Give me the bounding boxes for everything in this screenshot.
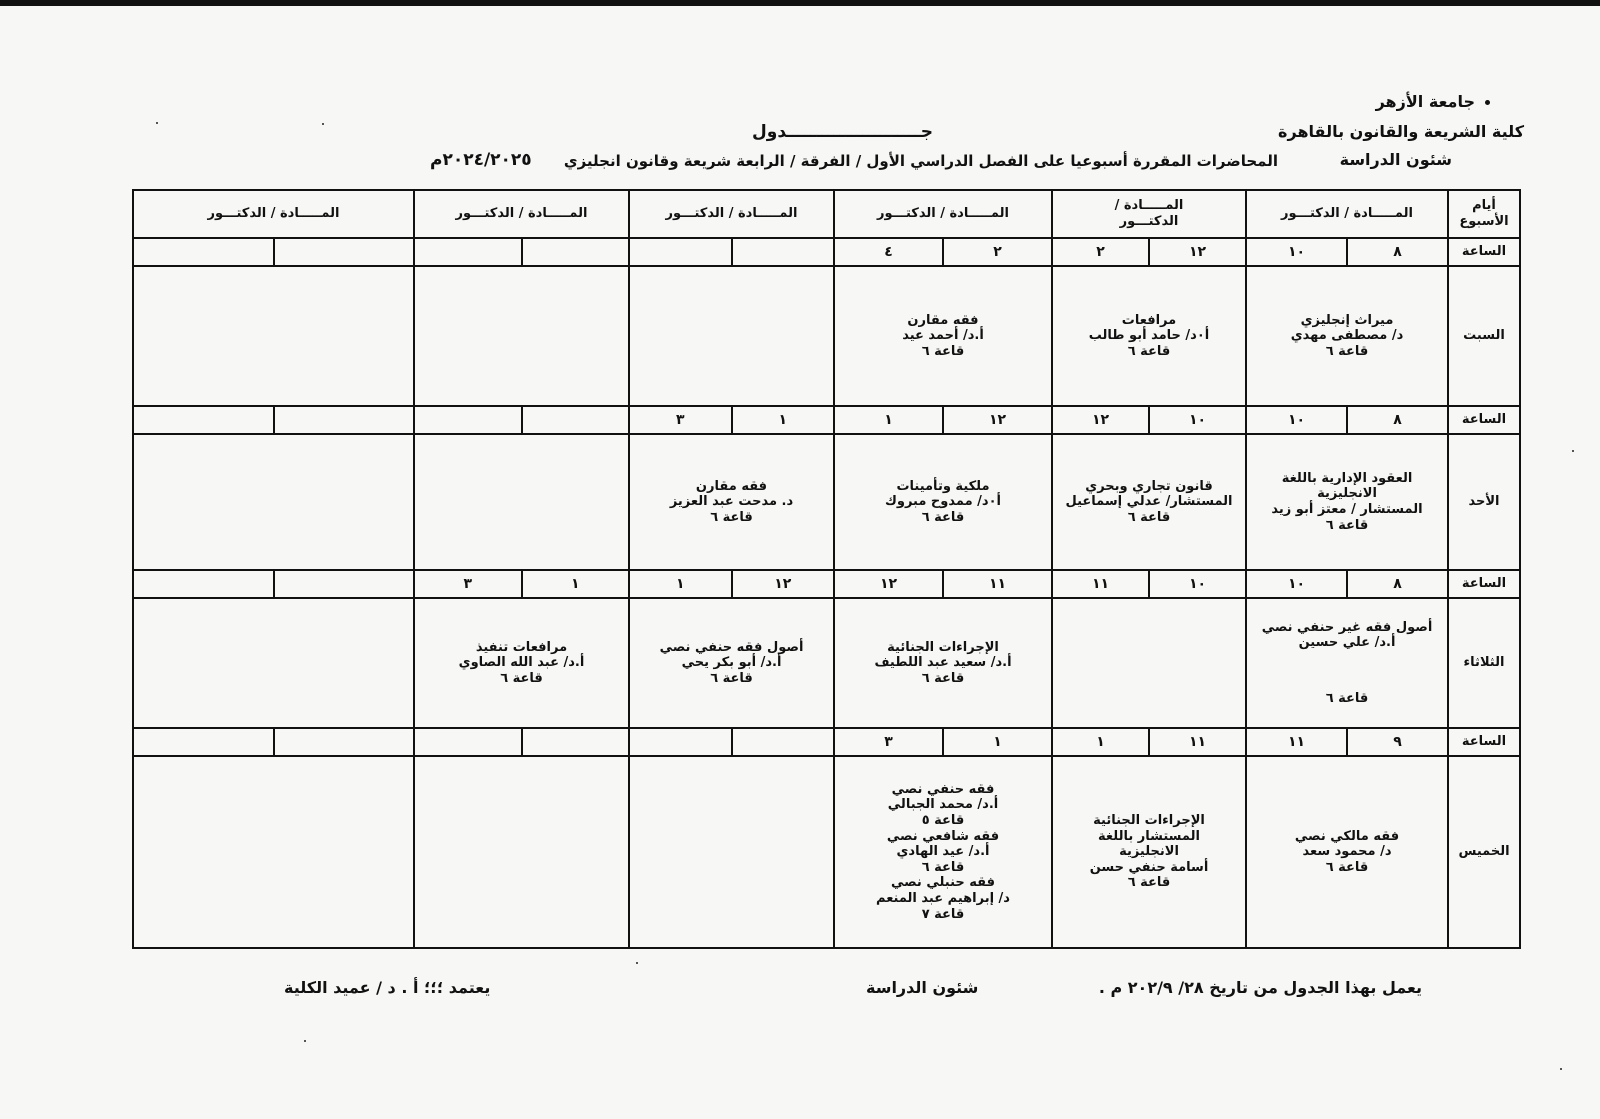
column-header: المـــــادة / الدكتـــور	[629, 190, 834, 238]
lecture-cell	[1052, 598, 1246, 728]
hour-end	[134, 239, 275, 265]
hour-end: ١٢	[835, 571, 944, 597]
hour-start	[275, 239, 414, 265]
lecture-line: فقه حنفي نصي	[891, 781, 995, 797]
lecture-cell	[1246, 434, 1448, 570]
hours-row	[133, 406, 1520, 434]
day-row	[133, 434, 1520, 570]
lecture-cell	[834, 756, 1052, 948]
hour-label: الساعة	[1448, 728, 1520, 756]
lecture-cell	[834, 598, 1052, 728]
hour-slot	[1052, 570, 1246, 598]
lecture-line: قاعة ٦	[710, 509, 753, 525]
faculty-name: كلية الشريعة والقانون بالقاهرة	[1278, 122, 1524, 141]
hour-end	[630, 239, 733, 265]
column-header: المـــــادة / الدكتـــور	[133, 190, 414, 238]
hour-end	[134, 571, 275, 597]
affairs-signature: شئون الدراسة	[866, 978, 979, 997]
day-name: الثلاثاء	[1448, 598, 1520, 728]
column-header: المـــــادة / الدكتـــور	[414, 190, 629, 238]
hour-slot	[1052, 406, 1246, 434]
lecture-line: قاعة ٦	[1325, 517, 1369, 533]
lecture-cell	[834, 434, 1052, 570]
schedule-subtitle: المحاضرات المقررة أسبوعيا على الفصل الدراسي الأول / الفرقة / الرابعة شريعة وقانون انجليزي	[563, 152, 1278, 170]
lecture-line: قاعة ٦	[710, 670, 753, 686]
hour-slot	[834, 570, 1052, 598]
hour-pair	[134, 729, 413, 755]
lecture-line: قاعة ٦	[500, 670, 543, 686]
hour-end: ٤	[835, 239, 944, 265]
hour-slot	[834, 406, 1052, 434]
lecture-cell	[1052, 266, 1246, 406]
hour-start	[733, 729, 834, 755]
lecture-cell	[133, 266, 414, 406]
lecture-line: د/ مصطفى مهدي	[1290, 328, 1404, 344]
hour-end	[134, 407, 275, 433]
hour-start: ١	[778, 411, 788, 428]
column-header-part: الدكتـــور	[1119, 214, 1179, 229]
lecture-line: أ٠د/ ممدوح مبروك	[884, 494, 1002, 510]
hour-label: الساعة	[1448, 406, 1520, 434]
hour-end: ١١	[1247, 729, 1348, 755]
hour-start: ١٢	[988, 411, 1007, 428]
hour-slot	[133, 570, 414, 598]
lecture-line: فقه مقارن	[695, 478, 768, 494]
hour-slot	[1246, 570, 1448, 598]
lecture-line: قاعة ٥	[921, 813, 965, 829]
hour-slot	[834, 728, 1052, 756]
lecture-line: الإجراءات الجنائية	[1093, 813, 1205, 829]
hour-pair	[630, 729, 833, 755]
hour-pair	[134, 571, 413, 597]
hour-pair	[415, 571, 628, 597]
hour-end: ١٢	[1053, 407, 1150, 433]
lecture-cell	[1052, 756, 1246, 948]
lecture-cell	[1246, 756, 1448, 948]
lecture-line	[1247, 651, 1447, 691]
hour-start: ١٢	[774, 575, 792, 592]
lecture-cell	[414, 598, 629, 728]
scan-speck	[1572, 450, 1574, 452]
day-name: الخميس	[1448, 756, 1520, 948]
hour-start: ١	[570, 575, 580, 592]
hour-end: ٣	[835, 729, 944, 755]
hour-start	[523, 239, 629, 265]
lecture-line: الإجراءات الجنائية	[887, 639, 999, 655]
lecture-line: ميراث إنجليزي	[1300, 312, 1394, 328]
hour-end: ١	[630, 571, 733, 597]
lecture-line: أسامة حنفي حسن	[1089, 859, 1209, 875]
lecture-line: قاعة ٦	[921, 343, 965, 359]
lecture-line: أصول فقه غير حنفي نصي	[1261, 619, 1433, 635]
days-header: أيام الأسبوع	[1448, 190, 1520, 238]
lecture-cell	[629, 266, 834, 406]
lecture-line: أ٠د/ حامد أبو طالب	[1088, 328, 1210, 344]
hour-pair	[630, 239, 833, 265]
hour-slot	[414, 406, 629, 434]
affairs-label: شئون الدراسة	[1339, 150, 1452, 169]
lecture-line: المستشار باللغة	[1098, 828, 1200, 844]
hour-slot	[629, 728, 834, 756]
day-row	[133, 756, 1520, 948]
hour-pair	[1247, 571, 1447, 597]
hour-end: ٣	[630, 407, 733, 433]
hour-pair	[415, 407, 628, 433]
hour-start: ٨	[1393, 243, 1402, 260]
scan-speck	[304, 1040, 306, 1042]
hour-start: ٨	[1393, 411, 1402, 428]
hour-pair	[134, 407, 413, 433]
schedule-table	[132, 189, 1521, 949]
scan-speck	[1560, 1068, 1562, 1070]
lecture-line: ملكية وتأمينات	[896, 478, 990, 494]
column-header: المـــــادة / الدكتـــور	[834, 190, 1052, 238]
lecture-cell	[133, 756, 414, 948]
hour-start	[523, 407, 629, 433]
hour-end	[134, 729, 275, 755]
hours-row	[133, 728, 1520, 756]
page-title: جـــــــــــــــــــــــدول	[752, 122, 934, 142]
lecture-line: قاعة ٦	[1127, 509, 1171, 525]
hour-end	[630, 729, 733, 755]
hour-start: ١٢	[1188, 243, 1207, 260]
hour-pair	[630, 571, 833, 597]
hour-start: ١١	[988, 575, 1007, 592]
hour-end: ١	[1053, 729, 1150, 755]
lecture-line: أ.د/ عبد الله الصاوي	[458, 655, 585, 671]
hour-pair	[1053, 239, 1245, 265]
hour-slot	[1246, 728, 1448, 756]
lecture-line: قاعة ٦	[921, 670, 965, 686]
day-name: الأحد	[1448, 434, 1520, 570]
hour-label: الساعة	[1448, 570, 1520, 598]
lecture-line: قاعة ٦	[921, 859, 965, 875]
university-line	[1376, 92, 1490, 111]
hour-pair	[415, 729, 628, 755]
hour-start: ١١	[1188, 733, 1207, 750]
lecture-cell	[414, 434, 629, 570]
hour-slot	[133, 406, 414, 434]
hour-slot	[629, 238, 834, 266]
hour-slot	[834, 238, 1052, 266]
hour-pair	[1247, 239, 1447, 265]
column-header: المـــــادة / الدكتـــور	[1246, 190, 1448, 238]
lecture-line: أ.د/ أحمد عيد	[902, 328, 984, 344]
lecture-cell	[414, 266, 629, 406]
day-row	[133, 266, 1520, 406]
lecture-line: الانجليزية	[1317, 486, 1377, 502]
column-header	[1052, 190, 1246, 238]
hour-slot	[629, 406, 834, 434]
effective-date: يعمل بهذا الجدول من تاريخ ٢٨/ ٢٠٢/٩ م .	[1098, 978, 1422, 997]
lecture-line: المستشار / معتز أبو زيد	[1271, 502, 1423, 517]
hour-start: ١	[993, 733, 1002, 750]
lecture-cell	[1246, 266, 1448, 406]
hour-pair	[1053, 729, 1245, 755]
hour-end	[415, 239, 523, 265]
hours-row	[133, 238, 1520, 266]
hour-start	[275, 407, 414, 433]
hour-slot	[133, 238, 414, 266]
hour-pair	[630, 407, 833, 433]
lecture-line: قاعة ٧	[921, 906, 965, 922]
column-header-part: المـــــادة /	[1114, 198, 1184, 214]
hour-pair	[1053, 571, 1245, 597]
lecture-cell	[834, 266, 1052, 406]
lecture-cell	[133, 434, 414, 570]
bullet-icon	[1485, 100, 1490, 105]
lecture-line: فقه مالكي نصي	[1294, 828, 1400, 844]
lecture-line: مرافعات	[1121, 312, 1177, 328]
hour-end: ١٠	[1247, 239, 1348, 265]
lecture-line: د/ إبراهيم عبد المنعم	[876, 890, 1010, 906]
scan-speck	[636, 962, 638, 964]
hour-end: ١١	[1053, 571, 1150, 597]
hour-slot	[414, 238, 629, 266]
top-edge	[0, 0, 1600, 6]
hour-label: الساعة	[1448, 238, 1520, 266]
hour-start: ٨	[1393, 575, 1402, 592]
hours-row	[133, 570, 1520, 598]
lecture-line: قاعة ٦	[1127, 343, 1171, 359]
hour-start	[275, 571, 414, 597]
hour-start: ١٠	[1188, 411, 1207, 428]
hour-end	[415, 407, 523, 433]
hour-pair	[835, 407, 1051, 433]
lecture-line: أ.د/ عيد الهادي	[896, 844, 990, 860]
lecture-line: قانون تجاري وبحري	[1085, 478, 1213, 494]
lecture-line: قاعة ٦	[1127, 875, 1171, 891]
lecture-line: الانجليزية	[1119, 844, 1179, 860]
hour-start: ٢	[993, 243, 1002, 260]
hour-pair	[1247, 729, 1447, 755]
hour-start	[733, 239, 834, 265]
lecture-cell	[414, 756, 629, 948]
hour-slot	[133, 728, 414, 756]
lecture-line: د. مدحت عبد العزيز	[669, 494, 794, 510]
hour-end: ١٠	[1247, 571, 1348, 597]
lecture-line: فقه حنبلي نصي	[890, 875, 996, 891]
lecture-cell	[629, 756, 834, 948]
hour-slot	[414, 570, 629, 598]
hour-start: ٩	[1393, 733, 1402, 750]
academic-year: ٢٠٢٤/٢٠٢٥م	[430, 150, 532, 170]
lecture-cell	[629, 598, 834, 728]
lecture-line: فقه مقارن	[907, 312, 979, 328]
lecture-cell	[1052, 434, 1246, 570]
lecture-line: أ.د/ محمد الجبالي	[887, 797, 999, 813]
hour-slot	[1052, 238, 1246, 266]
lecture-line: أصول فقه حنفي نصي	[659, 639, 804, 655]
university-name: جامعة الأزهر	[1375, 92, 1475, 111]
hour-pair	[134, 239, 413, 265]
lecture-line: قاعة ٦	[1325, 343, 1369, 359]
hour-slot	[1052, 728, 1246, 756]
hour-pair	[1247, 407, 1447, 433]
lecture-line: مرافعات تنفيذ	[475, 639, 568, 655]
hour-pair	[835, 729, 1051, 755]
hour-pair	[835, 239, 1051, 265]
day-row	[133, 598, 1520, 728]
lecture-line: المستشار/ عدلي إسماعيل	[1065, 494, 1233, 510]
hour-pair	[1053, 407, 1245, 433]
hour-start: ١٠	[1188, 575, 1207, 592]
hour-end	[415, 729, 523, 755]
lecture-cell	[1246, 598, 1448, 728]
scan-speck	[156, 122, 158, 124]
hour-end: ٣	[415, 571, 523, 597]
lecture-cell	[629, 434, 834, 570]
hour-slot	[414, 728, 629, 756]
hour-pair	[835, 571, 1051, 597]
lecture-line: قاعة ٦	[921, 509, 965, 525]
lecture-line: أ.د/ أبو بكر يحي	[681, 655, 782, 671]
lecture-line: العقود الإدارية باللغة	[1281, 470, 1413, 486]
dean-approval: يعتمد ؛؛؛ أ . د / عميد الكلية	[284, 978, 491, 997]
scan-speck	[322, 123, 324, 125]
hour-slot	[1246, 406, 1448, 434]
lecture-cell	[133, 598, 414, 728]
hour-end: ١	[835, 407, 944, 433]
lecture-line: قاعة ٦	[1325, 859, 1369, 875]
lecture-line: قاعة ٦	[1325, 690, 1369, 706]
lecture-line: أ.د/ سعيد عبد اللطيف	[874, 655, 1012, 671]
hour-pair	[415, 239, 628, 265]
hour-end: ٢	[1053, 239, 1150, 265]
hour-slot	[629, 570, 834, 598]
hour-start	[523, 729, 629, 755]
lecture-line: فقه شافعي نصي	[886, 828, 1000, 844]
lecture-line: أ.د/ علي حسين	[1298, 635, 1396, 651]
hour-end: ١٠	[1247, 407, 1348, 433]
header-row	[133, 190, 1520, 238]
day-name: السبت	[1448, 266, 1520, 406]
hour-slot	[1246, 238, 1448, 266]
hour-start	[275, 729, 414, 755]
lecture-line: د/ محمود سعد	[1302, 844, 1392, 860]
